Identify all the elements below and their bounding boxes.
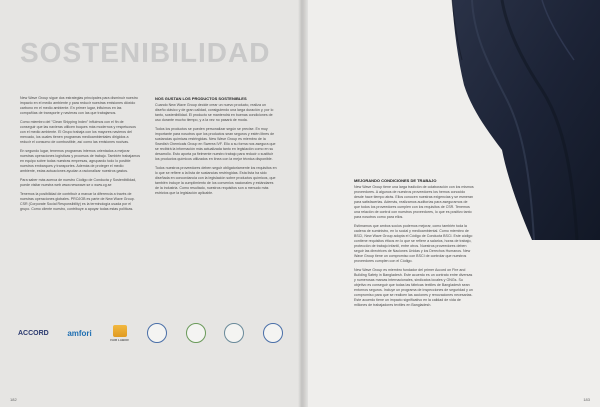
paragraph: Como miembro del "Clean Shipping Index" influimos con el fin de conseguir que las navieras utilicen buques más modernos y respetuosos con el medio ambiente. El Grupo trabaja con los mayores navieros del mercado, los cuales tienen programas medioambientales dirigidos a reducir el consumo de combustible, así como las emisiones nocivas. <box>20 120 136 144</box>
paragraph: Estimamos que ambos socios podemos mejorar, como también toda la cadena de suministro, en lo social y medioambiental. Como miembro de BSCI, New Wave Group adopta el Código de Conducta BSCI. Este código contiene requisitos éticos en lo que se refiere a salarios, horas de trabajo, protección de trabajo infantil, entre otros. Nuestros proveedores deben seguir las directrices de Naciones Unidas y los Derechos Humanos. New Wave Group tiene un compromiso con BSCI de controlar que nuestros proveedores cumplen con el Código. <box>354 224 473 263</box>
right-page <box>302 0 600 407</box>
paragraph: New Wave Group es miembro fundador del primer Accord on Fire and Building Safety in Bangladesh. Este acuerdo es un contrato entre diversas y numerosas marcas internacionales, sindicatos locales y ONGs. Su objetivo es conseguir que todas las fábricas textiles de Bangladesh sean entornos seguros. Incluye un programa de inspecciones de seguridad y un compromiso para que se realicen las acciones y renovaciones necesarias. Este acuerdo tiene un impacto significativo en la calidad de vida de millones de trabajadores textiles en Bangladesh. <box>354 268 473 307</box>
section-heading: MEJORANDO CONDICIONES DE TRABAJO <box>354 178 437 183</box>
spine-gutter <box>298 0 308 407</box>
seal-logo-icon <box>147 323 167 343</box>
page-number: 183 <box>583 397 590 402</box>
right-column <box>354 178 474 312</box>
seal-logo-icon <box>186 323 206 343</box>
seal-logo-icon <box>224 323 244 343</box>
fair-labor-label: FAIR LABOR <box>110 337 129 342</box>
partner-logos <box>18 320 283 346</box>
seal-logo-icon <box>263 323 283 343</box>
fair-labor-logo <box>110 325 128 342</box>
paragraph: New Wave Group sigue dos estrategias principales para disminuir nuestro impacto en el medio ambiente y para reducir nuestras emisiones dióxido carbono en el medio ambiente. En primer lugar, influimos en las compañías de transporte y navieras con las que trabajamos. <box>20 96 138 115</box>
page-number: 182 <box>10 397 17 402</box>
fair-labor-mark-icon <box>113 325 127 337</box>
paragraph: En segundo lugar, tenemos programas internos orientados a mejorar nuestras operaciones logísticas y procesos de trabajo. También trabajamos en equipo sobre todas nuestras empresas, agrupando todo lo posible nuestros embarques y transportes. Además de proteger el medio ambiente, estas actuaciones ayudan a racionalizar nuestros gastos. <box>20 149 140 173</box>
left-column-1 <box>20 96 140 216</box>
section-heading: NOS GUSTAN LOS PRODUCTOS SOSTENIBLES <box>155 96 247 101</box>
paragraph: Tenemos la posibilidad de contribuir a marcar la diferencia a través de nuestras operaciones globales. PROJOB es parte de New Wave Group. CSR (Corporate Social Responsibility) es la terminología usada por el grupo. Como cliente nuestro, contribuye a apoyar todas estas políticas. <box>20 192 135 211</box>
paragraph: Todos nuestros proveedores deben seguir obligatoriamente los requisitos en lo que se refiere a la lista de sustancias restringidas. Esta lista ha sido diseñada en concordancia con la legislación sobre productos químicos, que también incluye la cumplimiento de los convenios nacionales y estándares de la industria. Como resultado, nuestros requisitos son a menudo más estrictos que la legislación aplicable. <box>155 166 277 195</box>
paragraph: New Wave Group tiene una larga tradición de colaboración con los mismos proveedores. A algunos de nuestros proveedores los hemos conocido desde hace tiempo atrás. Ellos conocen nuestras exigencias y se esmeran para satisfacerlas. Además, realizamos auditorías para asegurarnos de que todos los proveedores cumplen con los requisitos de CSR. Tenemos una relación de control con nuestros proveedores, lo que es positivo tanto para nosotros como para ellos. <box>354 185 474 219</box>
page-title: SOSTENIBILIDAD <box>20 37 271 68</box>
paragraph: Todos los productos se pueden personalizar según se precise. En muy importante para nosotros que los productos sean seguros y estén libres de sustancias químicas restringidas. New Wave Group es miembro de la Swedish Chemicals Group en Swerea IVF. Ello a su forma nos asegura que se recibirá la información más actualizada tanto en legislación como en su desarrollo. Esto aporta ya fielmente nuestro trabajo para reducir o sustituir los productos químicos utilizados en línea con la mejor técnica disponible. <box>155 127 276 161</box>
accord-logo: ACCORD <box>18 329 49 337</box>
amfori-logo: amfori <box>67 328 92 338</box>
paragraph: Para saber más acerca de nuestro Código de Conducta y Sostenibilidad, puede visitar nuestra web www.newwave.se o www.cg.se <box>20 178 137 187</box>
left-column-2 <box>155 96 277 200</box>
paragraph: Cuando New Wave Group decide crear un nuevo producto, realiza un diseño clásico y de gran calidad, consiguiendo una larga duración y, por lo tanto, sostenibilidad. El producto se mantendrá en buenas condiciones de uso durante mucho tiempo, y a la vez no pasará de moda. <box>155 103 274 122</box>
